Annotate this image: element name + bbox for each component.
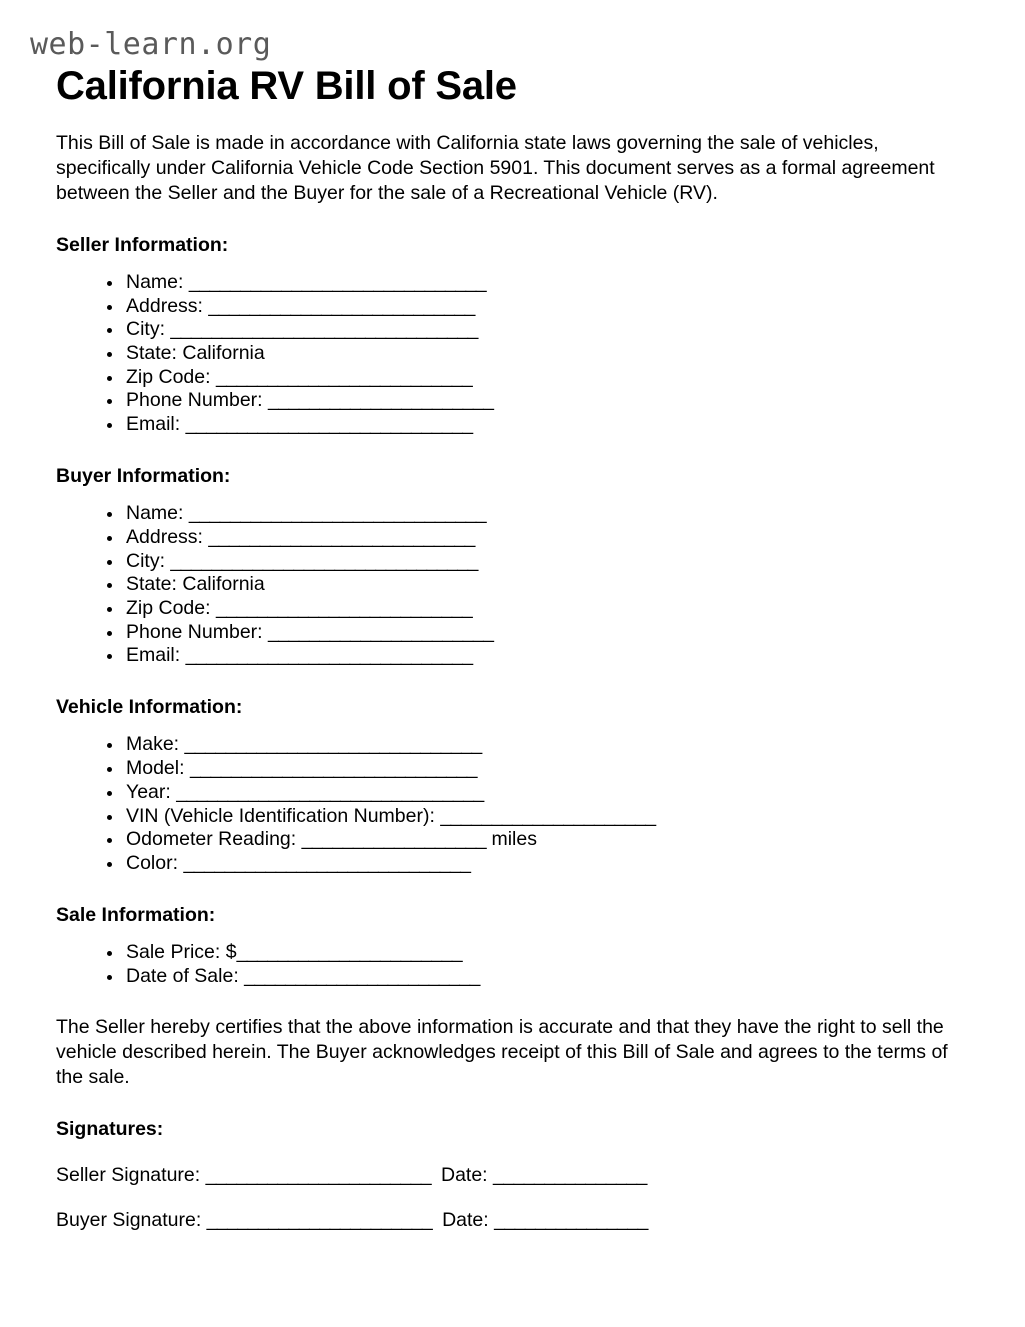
signature-label: Seller Signature: [56,1163,206,1186]
field-row [104,941,985,965]
field-row [104,965,985,989]
signature-blank[interactable]: ______________________ [206,1208,433,1231]
field-label: Zip Code: [126,365,211,388]
field-blank[interactable]: ______________________ [268,389,494,412]
signature-lines [56,1164,985,1233]
field-blank[interactable]: __________________________ [208,294,475,317]
field-blank[interactable]: _____________________________ [188,271,486,294]
field-label: Make: [126,733,180,756]
field-label: Address: [126,525,203,548]
field-row [104,597,985,621]
field-label: Name: [126,271,184,294]
buyer-field-list [56,502,985,668]
signature-row [56,1209,985,1232]
field-suffix: miles [486,828,537,851]
field-label: City: [126,318,165,341]
field-blank[interactable]: _______________________ [244,964,480,987]
section-heading-signatures: Signatures: [56,1118,164,1141]
field-label: Model: [126,757,185,780]
seller-field-list [56,271,985,437]
field-blank[interactable]: _____________________ [440,804,656,827]
field-label: State: California [126,342,265,365]
field-row [104,389,985,413]
field-label: State: California [126,573,265,596]
section-heading-sale: Sale Information: [56,903,216,926]
date-label: Date: [440,1163,494,1186]
field-label: Zip Code: [126,597,211,619]
field-label: Phone Number: [126,389,263,412]
field-blank[interactable]: ______________________ [236,940,462,963]
field-blank[interactable]: ____________________________ [185,644,473,667]
field-label: Sale Price: $ [126,940,237,963]
field-label: Email: [126,644,181,667]
field-row [104,271,985,295]
signature-blank[interactable]: ______________________ [205,1163,431,1186]
field-row [104,733,985,757]
closing-paragraph: The Seller hereby certifies that the above information is accurate and that they have the right to sell the vehicle described herein. The Buyer acknowledges receipt of this Bill of Sale and agrees to the terms of the sale. [56,1016,948,1089]
field-label: Email: [126,413,181,436]
section-heading-seller: Seller Information: [56,233,229,256]
field-label: Color: [126,851,179,874]
field-blank[interactable]: ______________________________ [170,549,478,572]
field-row [104,318,985,342]
date-label: Date: [442,1208,495,1231]
field-row [104,621,985,645]
document-header [0,0,1025,109]
field-row [104,526,985,550]
field-row [104,366,985,390]
sale-field-list [56,941,985,988]
section-heading-buyer: Buyer Information: [56,464,231,487]
signature-label: Buyer Signature: [56,1208,207,1231]
field-row [104,550,985,574]
date-blank[interactable]: _______________ [494,1208,648,1231]
field-blank[interactable]: ______________________ [268,620,494,643]
field-label: Address: [126,294,203,317]
signature-row [56,1164,985,1187]
field-row [104,502,985,526]
vehicle-field-list [56,733,985,875]
field-blank[interactable]: ______________________________ [170,318,478,341]
document-body [56,109,985,1233]
field-blank[interactable]: ____________________________ [183,851,471,874]
field-label: Date of Sale: [126,964,239,987]
field-label: Year: [126,780,171,803]
field-row [104,757,985,781]
field-row [104,805,985,829]
section-heading-vehicle: Vehicle Information: [56,696,243,719]
field-row [104,295,985,319]
field-row [104,828,985,852]
field-blank[interactable]: __________________________ [208,525,475,548]
field-row [104,781,985,805]
field-blank[interactable]: ____________________________ [189,757,477,780]
field-row [104,852,985,876]
field-row [104,644,985,668]
field-blank[interactable]: ______________________________ [176,780,484,803]
field-row [104,413,985,437]
field-blank[interactable]: _________________________ [215,365,473,388]
intro-paragraph: This Bill of Sale is made in accordance with California state laws governing the sale of vehicles, specifically under California Vehicle Code Section 5901. This document serves as a formal agreement between the Seller and the Buyer for the sale of a Recreational Vehicle (RV). [56,131,935,204]
field-row [104,342,985,366]
field-label: City: [126,549,165,572]
site-watermark: web-learn.org [30,27,272,62]
page-title: California RV Bill of Sale [56,64,517,108]
field-blank[interactable]: __________________ [301,828,487,851]
field-blank[interactable]: _________________________ [215,597,473,619]
field-label: Odometer Reading: [126,828,297,851]
field-blank[interactable]: ____________________________ [185,413,473,436]
field-label: VIN (Vehicle Identification Number): [126,804,435,827]
field-blank[interactable]: _____________________________ [188,502,486,525]
field-label: Phone Number: [126,620,263,643]
field-row [104,573,985,597]
date-blank[interactable]: _______________ [493,1163,647,1186]
field-blank[interactable]: _____________________________ [184,733,482,756]
field-label: Name: [126,502,184,525]
